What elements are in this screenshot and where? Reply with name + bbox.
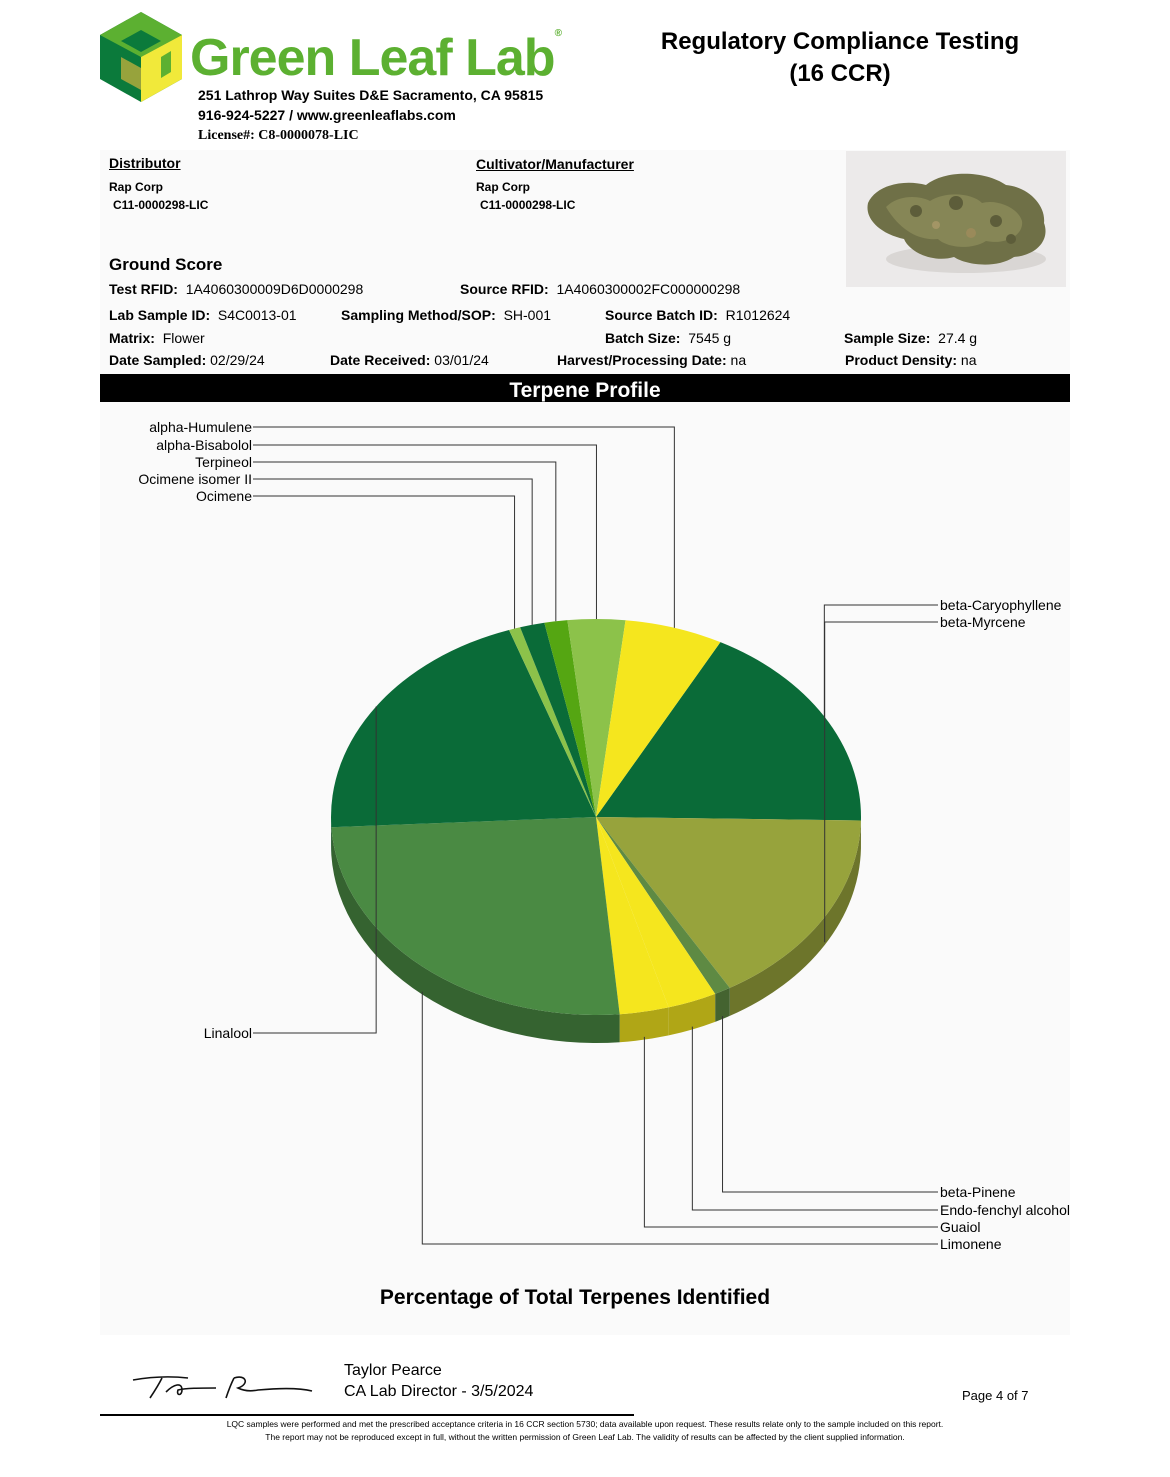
pie-label-alpha-humulene: alpha-Humulene [149, 419, 252, 435]
pie-label-beta-myrcene: beta-Myrcene [940, 614, 1026, 630]
matrix-field: Matrix: Flower [109, 330, 205, 346]
leader-line-ocimene-isomer-ii [253, 479, 532, 625]
brand-name: Green Leaf Lab® [190, 28, 561, 87]
leader-line-endo-fenchyl-alcohol [692, 1027, 938, 1210]
leader-line-alpha-humulene [253, 427, 674, 628]
sampling-field: Sampling Method/SOP: SH-001 [341, 307, 552, 323]
pie-slice-limonene [331, 817, 619, 1015]
footer-disclaimer-1: LQC samples were performed and met the prescribed acceptance criteria in 16 CCR section 5730; data available upon request. These results relate only to the sample included on this report. [226, 1419, 944, 1429]
cultivator-license: C11-0000298-LIC [480, 198, 576, 212]
pie-label-linalool: Linalool [203, 1025, 252, 1041]
source-batch-field: Source Batch ID: R1012624 [605, 307, 791, 323]
sample-size-field: Sample Size: 27.4 g [844, 330, 978, 346]
distributor-label: Distributor [109, 155, 181, 171]
signature-scribble [130, 1370, 315, 1402]
pie-label-beta-caryophyllene: beta-Caryophyllene [940, 597, 1062, 613]
pie-label-beta-pinene: beta-Pinene [940, 1184, 1016, 1200]
pie-label-alpha-bisabolol: alpha-Bisabolol [156, 437, 252, 453]
report-title: Regulatory Compliance Testing (16 CCR) [660, 28, 1020, 87]
page-number: Page 4 of 7 [962, 1388, 1029, 1403]
harvest-date-field: Harvest/Processing Date: na [557, 352, 747, 368]
pie-label-terpineol: Terpineol [195, 454, 252, 470]
leader-line-terpineol [253, 462, 556, 621]
signer-title: CA Lab Director - 3/5/2024 [344, 1383, 534, 1400]
distributor-name: Rap Corp [109, 180, 163, 194]
pie-label-ocimene: Ocimene [195, 488, 252, 504]
date-received-field: Date Received: 03/01/24 [330, 352, 489, 368]
pie-label-limonene: Limonene [940, 1236, 1002, 1252]
lab-sample-field: Lab Sample ID: S4C0013-01 [109, 307, 297, 323]
test-rfid-field: Test RFID: 1A4060300009D6D0000298 [109, 281, 364, 297]
lab-contact: 916-924-5227 / www.greenleaflabs.com [198, 107, 456, 123]
pie-label-ocimene-isomer-ii: Ocimene isomer II [138, 471, 252, 487]
chart-title: Percentage of Total Terpenes Identified [379, 1286, 771, 1309]
leader-line-guaiol [644, 1037, 938, 1227]
footer-divider [100, 1414, 634, 1416]
signer-name: Taylor Pearce [344, 1362, 442, 1379]
batch-size-field: Batch Size: 7545 g [605, 330, 732, 346]
footer-disclaimer-2: The report may not be reproduced except in full, without the written permission of Green Leaf Lab. The validity of results can be affected by the client supplied information. [265, 1432, 905, 1442]
section-banner: Terpene Profile [100, 374, 1070, 402]
distributor-license: C11-0000298-LIC [113, 198, 209, 212]
leader-line-ocimene [253, 496, 515, 629]
pie-label-guaiol: Guaiol [940, 1219, 981, 1235]
cultivator-label: Cultivator/Manufacturer [476, 156, 634, 172]
product-density-field: Product Density: na [845, 352, 977, 368]
product-name: Ground Score [109, 255, 223, 274]
leader-line-beta-pinene [723, 1016, 938, 1192]
date-sampled-field: Date Sampled: 02/29/24 [109, 352, 265, 368]
cultivator-name: Rap Corp [476, 180, 530, 194]
pie-label-endo-fenchyl-alcohol: Endo-fenchyl alcohol [940, 1202, 1070, 1218]
source-rfid-field: Source RFID: 1A4060300002FC000000298 [460, 281, 741, 297]
lab-license: License#: C8-0000078-LIC [198, 128, 359, 143]
lab-address: 251 Lathrop Way Suites D&E Sacramento, CA 95815 [198, 87, 544, 103]
leader-line-alpha-bisabolol [253, 445, 596, 619]
